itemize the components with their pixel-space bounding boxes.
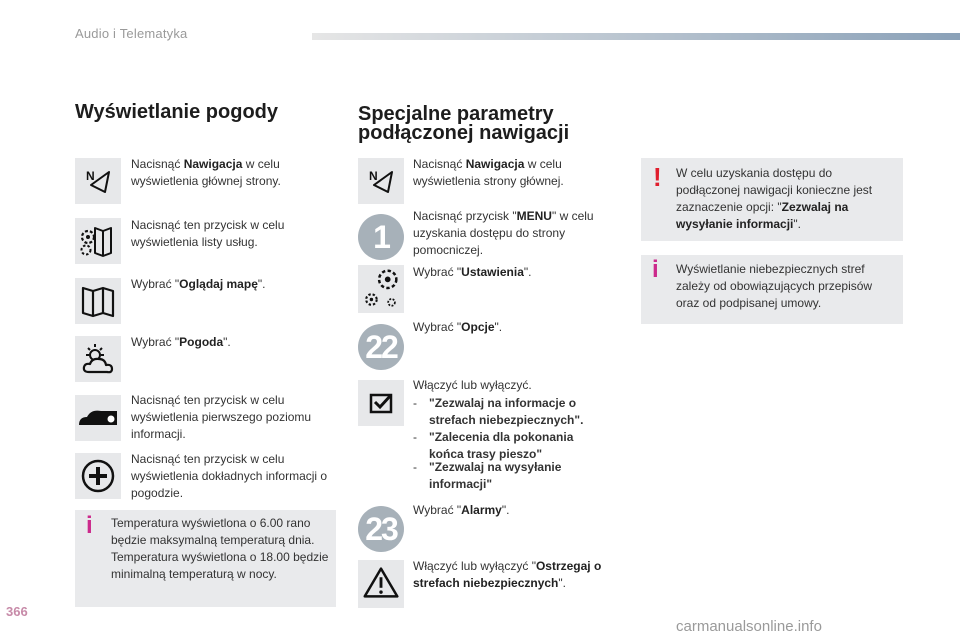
info-icon: i (86, 512, 93, 539)
svg-text:N: N (369, 169, 378, 183)
middle-step-6-text: Wybrać "Alarmy". (413, 503, 510, 517)
middle-title-line2: podłączonej nawigacji (358, 122, 570, 144)
info-icon: i (652, 256, 659, 283)
checkbox-icon (358, 380, 404, 426)
option-1-text: "Zezwalaj na informacje o strefach niebezpiecznych". (429, 396, 584, 427)
left-step-3-text: Wybrać "Oglądaj mapę". (131, 277, 266, 291)
right-info-text: Wyświetlanie niebezpiecznych stref zależy od obowiązujących przepisów oraz od podpisanej umowy. (676, 262, 873, 310)
middle-step-2-text: Nacisnąć przycisk "MENU" w celu uzyskania dostępu do strony pomocniczej. (413, 209, 594, 257)
map-icon (75, 278, 121, 324)
middle-title-line1: Specjalne parametry (358, 103, 554, 125)
weather-icon (75, 336, 121, 382)
middle-step-7-text: Włączyć lub wyłączyć "Ostrzegaj o strefach niebezpiecznych". (413, 559, 602, 590)
step-number-badge: 22 (358, 324, 404, 370)
header-bar (312, 33, 960, 40)
section-title: Audio i Telematyka (75, 26, 188, 41)
cloud-info-icon (75, 395, 121, 441)
left-step-1-text: Nacisnąć Nawigacja w celu wyświetlenia głównej strony. (131, 157, 281, 188)
step-number-badge: 1 (358, 214, 404, 260)
right-warning-text: W celu uzyskania dostępu do podłączonej nawigacji konieczne jest zaznaczenie opcji: "Zezwalaj na wysyłanie informacji". (676, 166, 873, 231)
left-step-5-text: Nacisnąć ten przycisk w celu wyświetlenia pierwszego poziomu informacji. (131, 393, 312, 441)
warning-icon: ! (653, 162, 662, 192)
navigation-icon (358, 158, 404, 204)
page-number: 366 (6, 604, 28, 619)
middle-step-4-text: Wybrać "Opcje". (413, 320, 503, 334)
svg-text:N: N (86, 169, 95, 183)
warning-triangle-icon (358, 560, 404, 608)
settings-icon (358, 265, 404, 313)
option-dash: - (413, 460, 417, 474)
step-number-badge: 23 (358, 506, 404, 552)
option-dash: - (413, 396, 417, 410)
middle-step-3-text: Wybrać "Ustawienia". (413, 265, 532, 279)
left-step-4-text: Wybrać "Pogoda". (131, 335, 231, 349)
plus-icon (75, 453, 121, 499)
left-info-text: Temperatura wyświetlona o 6.00 rano będzie maksymalną temperaturą dnia. Temperatura wyświetlona o 18.00 będzie minimalną temperaturą w nocy. (111, 516, 329, 581)
navigation-icon (75, 158, 121, 204)
left-step-2-text: Nacisnąć ten przycisk w celu wyświetlenia listy usług. (131, 218, 285, 249)
option-3-text: "Zezwalaj na wysyłanie informacji" (429, 460, 562, 491)
middle-step-1-text: Nacisnąć Nawigacja w celu wyświetlenia strony głównej. (413, 157, 564, 188)
middle-step-5-intro: Włączyć lub wyłączyć. (413, 378, 532, 392)
option-dash: - (413, 430, 417, 444)
left-title: Wyświetlanie pogody (75, 101, 278, 123)
watermark: carmanualsonline.info (676, 618, 822, 635)
left-step-6-text: Nacisnąć ten przycisk w celu wyświetlenia dokładnych informacji o pogodzie. (131, 452, 328, 500)
option-2-text: "Zalecenia dla pokonania końca trasy pieszo" (429, 430, 574, 461)
services-icon (75, 218, 121, 264)
